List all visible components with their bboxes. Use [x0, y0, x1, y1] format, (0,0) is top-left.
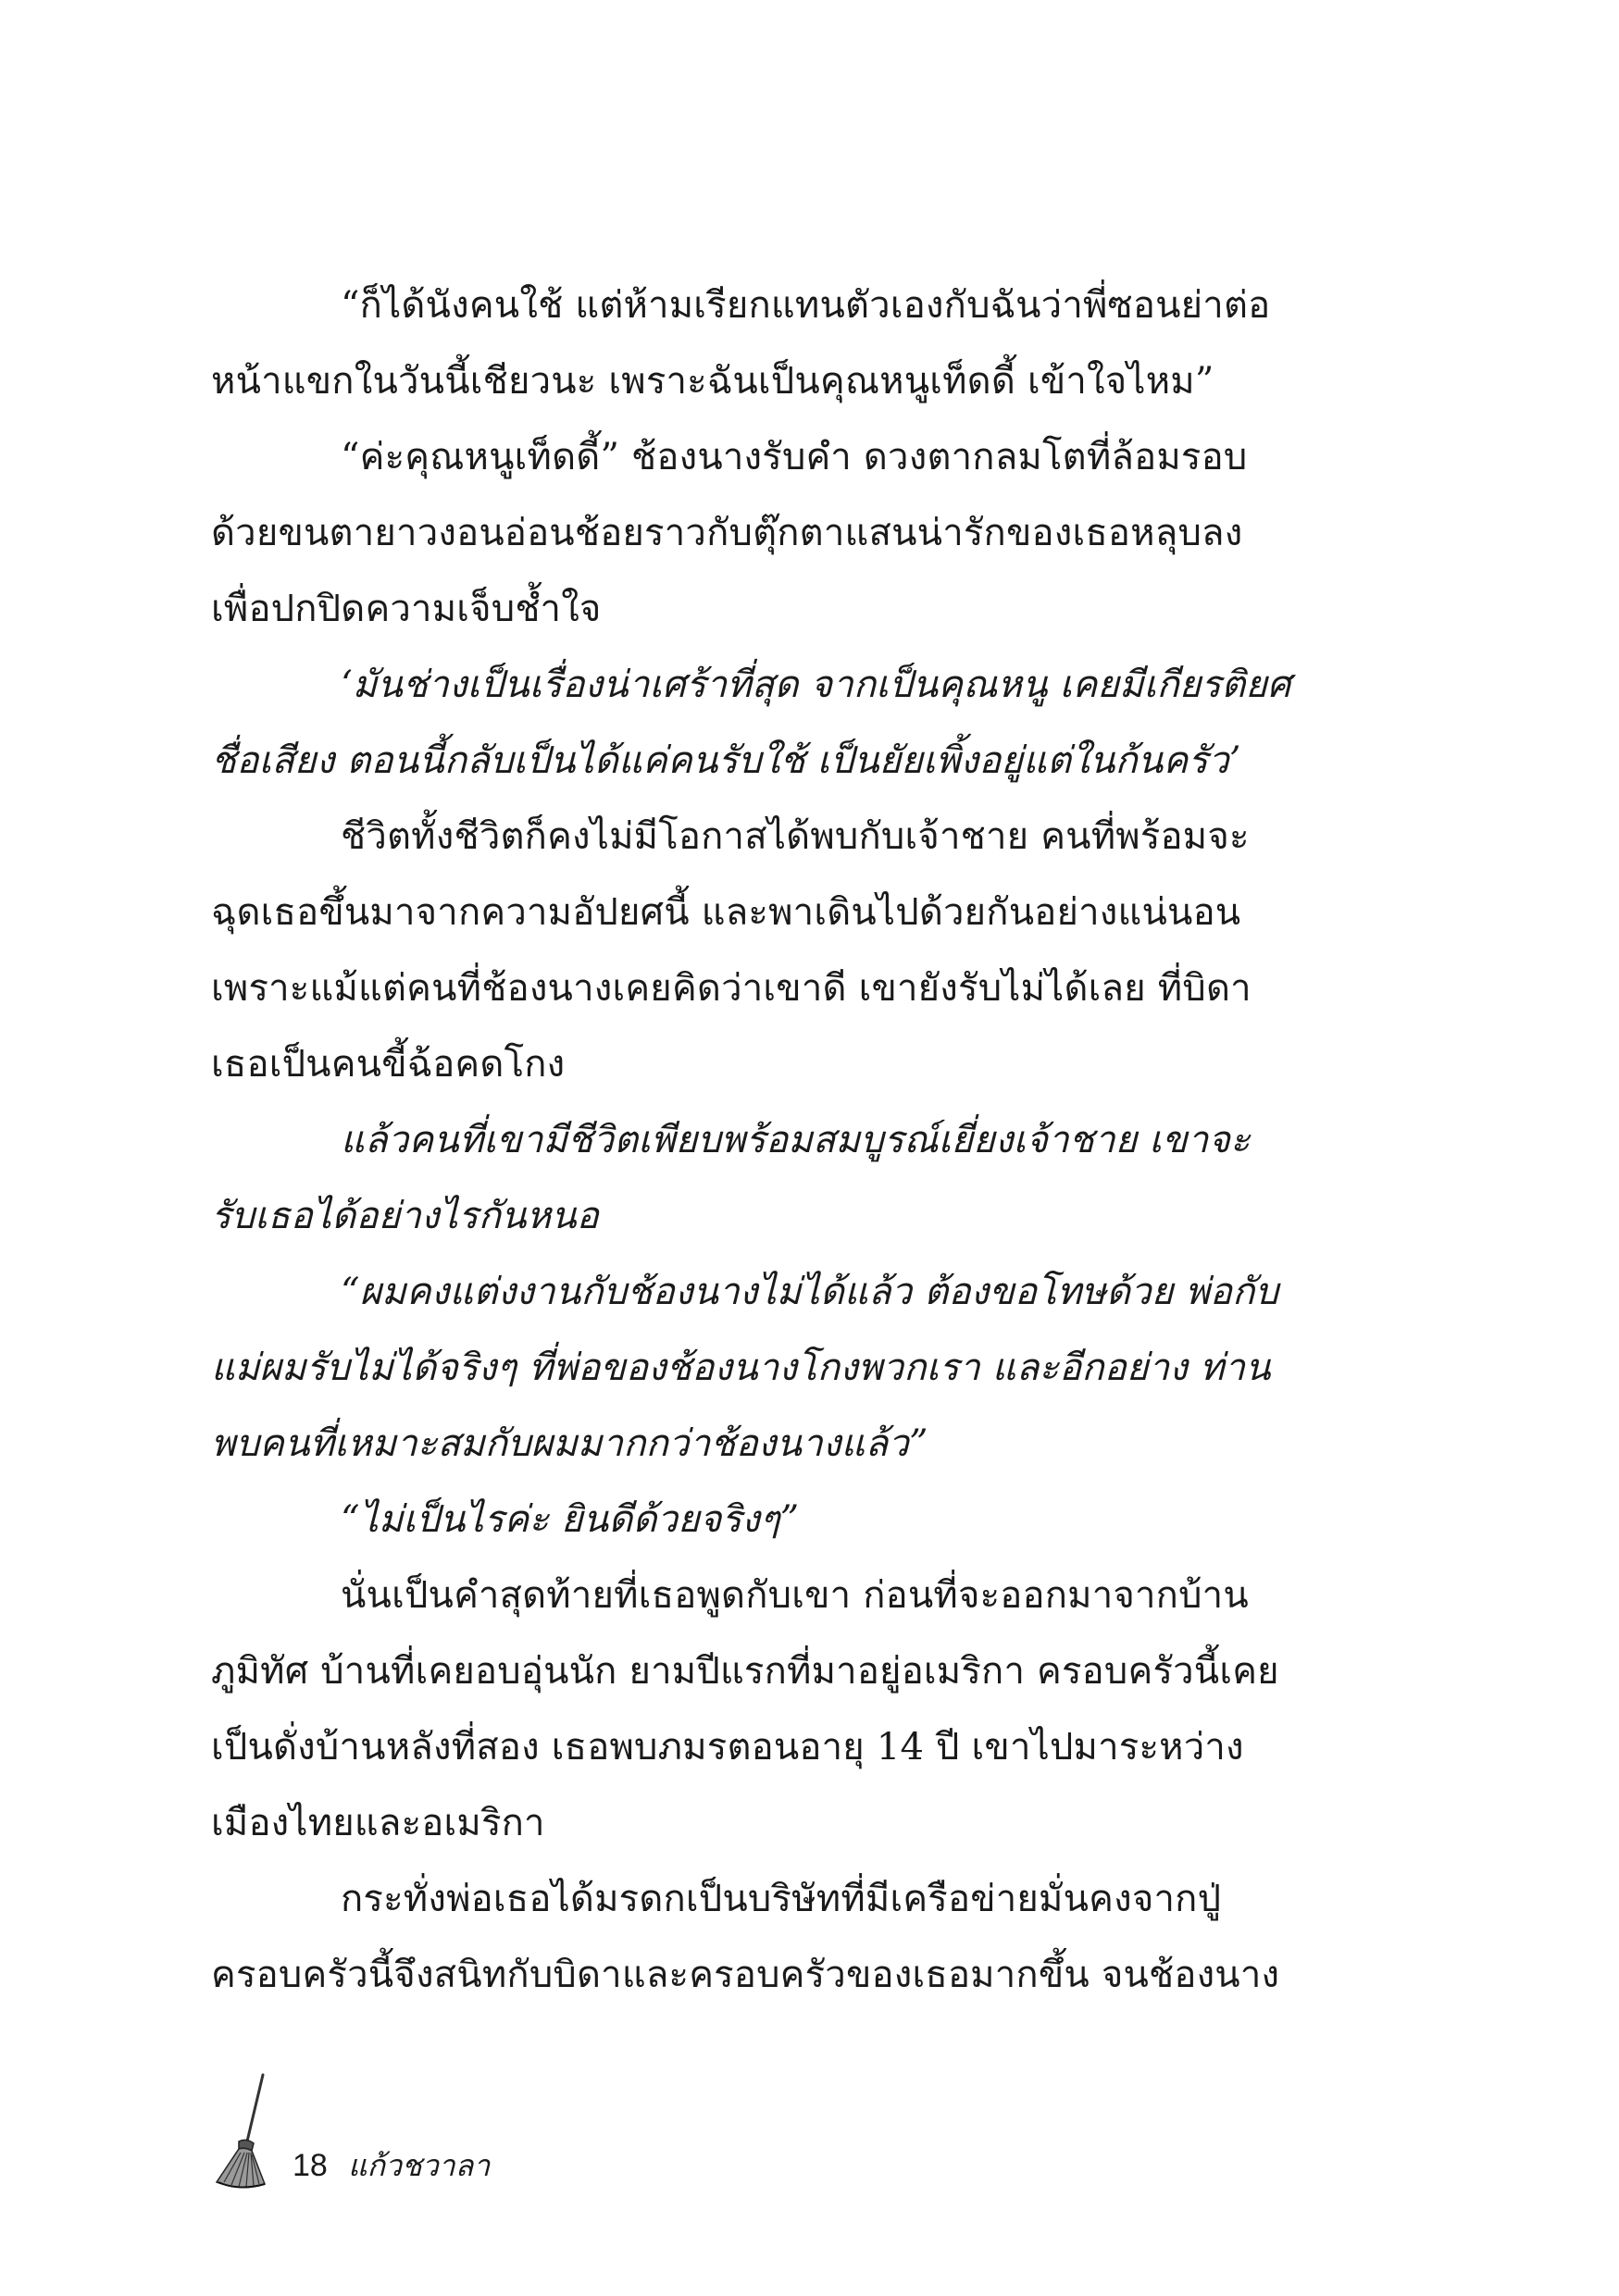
body-line: นั่นเป็นคำสุดท้ายที่เธอพูดกับเขา ก่อนที่จะออกมาจากบ้าน [341, 1574, 1249, 1617]
body-line: “ผมคงแต่งงานกับช้องนางไม่ได้แล้ว ต้องขอโทษด้วย พ่อกับ [341, 1271, 1279, 1313]
body-line: “ไม่เป็นไรค่ะ ยินดีด้วยจริงๆ” [341, 1498, 800, 1541]
body-line: ครอบครัวนี้จึงสนิทกับบิดาและครอบครัวของเธอมากขึ้น จนช้องนาง [211, 1954, 1280, 1996]
page-footer [211, 2073, 766, 2193]
body-line: ‘มันช่างเป็นเรื่องน่าเศร้าที่สุด จากเป็นคุณหนู เคยมีเกียรติยศ [341, 664, 1291, 706]
body-line: เมืองไทยและอเมริกา [211, 1802, 545, 1844]
body-line: “ค่ะคุณหนูเท็ดดี้” ช้องนางรับคำ ดวงตากลมโตที่ล้อมรอบ [341, 436, 1248, 478]
body-line: ชีวิตทั้งชีวิตก็คงไม่มีโอกาสได้พบกับเจ้าชาย คนที่พร้อมจะ [341, 815, 1250, 858]
body-line: เพราะแม้แต่คนที่ช้องนางเคยคิดว่าเขาดี เขายังรับไม่ได้เลย ที่บิดา [211, 967, 1252, 1010]
book-title: แก้วชวาลา [348, 2148, 491, 2183]
body-line: รับเธอได้อย่างไรกันหนอ [211, 1195, 600, 1237]
body-line: แม่ผมรับไม่ได้จริงๆ ที่พ่อของช้องนางโกงพวกเรา และอีกอย่าง ท่าน [211, 1347, 1271, 1389]
page-number: 18 [293, 2148, 328, 2183]
body-line: “ก็ได้นังคนใช้ แต่ห้ามเรียกแทนตัวเองกับฉันว่าพี่ซอนย่าต่อ [341, 284, 1271, 327]
body-line: กระทั่งพ่อเธอได้มรดกเป็นบริษัทที่มีเครือข่ายมั่นคงจากปู่ [341, 1878, 1222, 1920]
body-line: หน้าแขกในวันนี้เชียวนะ เพราะฉันเป็นคุณหนูเท็ดดี้ เข้าใจไหม” [211, 360, 1214, 403]
body-line: พบคนที่เหมาะสมกับผมมากกว่าช้องนางแล้ว” [211, 1422, 928, 1465]
body-line: ฉุดเธอขึ้นมาจากความอัปยศนี้ และพาเดินไปด้วยกันอย่างแน่นอน [211, 891, 1241, 934]
body-line: แล้วคนที่เขามีชีวิตเพียบพร้อมสมบูรณ์เยี่ยงเจ้าชาย เขาจะ [341, 1119, 1251, 1161]
body-line: เธอเป็นคนขี้ฉ้อคดโกง [211, 1043, 566, 1086]
body-line: ชื่อเสียง ตอนนี้กลับเป็นได้แค่คนรับใช้ เป็นยัยเพิ้งอยู่แต่ในก้นครัว’ [211, 739, 1241, 782]
broom-icon [211, 2073, 276, 2193]
body-line: เป็นดั่งบ้านหลังที่สอง เธอพบภมรตอนอายุ 14 ปี เขาไปมาระหว่าง [211, 1726, 1244, 1769]
body-line: ด้วยขนตายาวงอนอ่อนช้อยราวกับตุ๊กตาแสนน่ารักของเธอหลุบลง [211, 512, 1243, 554]
body-line: เพื่อปกปิดความเจ็บช้ำใจ [211, 588, 602, 630]
body-line: ภูมิทัศ บ้านที่เคยอบอุ่นนัก ยามปีแรกที่มาอยู่อเมริกา ครอบครัวนี้เคย [211, 1650, 1279, 1693]
